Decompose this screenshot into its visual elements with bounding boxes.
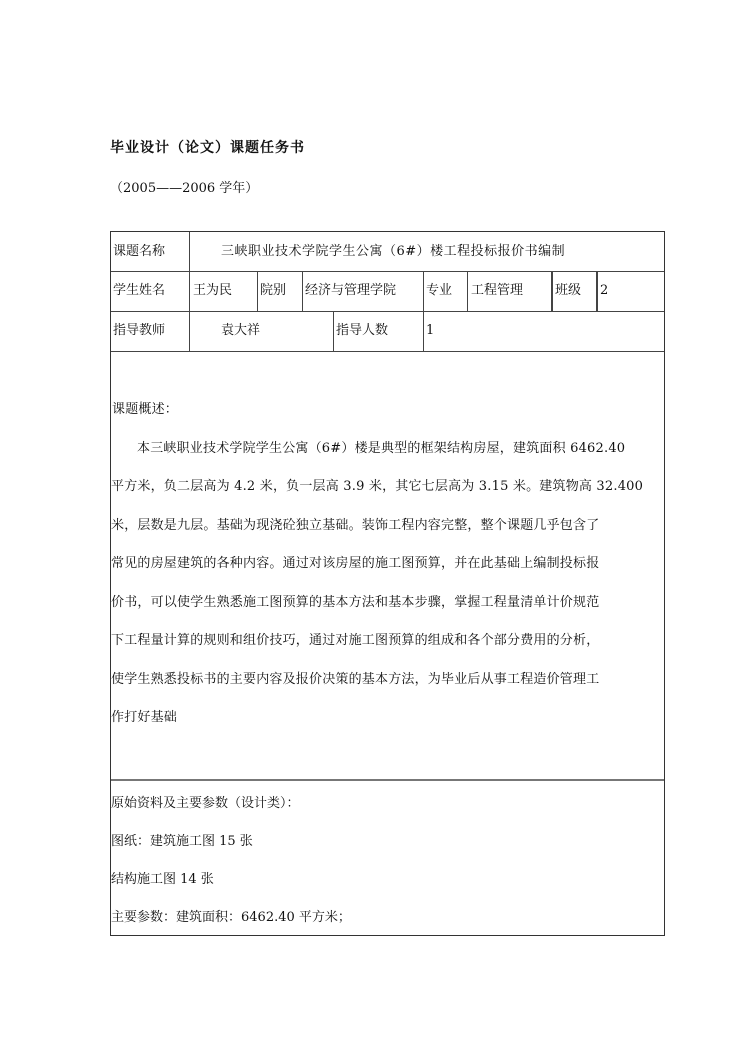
overview-line: 作打好基础 [111, 710, 178, 725]
major-value: 工程管理 [471, 283, 524, 298]
task-table [110, 231, 665, 936]
document-title: 毕业设计（论文）课题任务书 [110, 140, 305, 156]
advisor-label: 指导教师 [113, 323, 166, 338]
column-divider [596, 271, 598, 311]
materials-heading: 原始资料及主要参数（设计类）： [111, 796, 300, 811]
column-divider [189, 232, 190, 351]
overview-line: 下工程量计算的规则和组价技巧，通过对施工图预算的组成和各个部分费用的分析， [111, 633, 600, 648]
overview-line: 常见的房屋建筑的各种内容。通过对该房屋的施工图预算，并在此基础上编制投标报 [111, 556, 600, 571]
materials-line: 结构施工图 14 张 [111, 872, 214, 887]
materials-section [111, 785, 664, 937]
student-name-value: 王为民 [193, 283, 233, 298]
overview-line: 价书，可以使学生熟悉施工图预算的基本方法和基本步骤，掌握工程量清单计价规范 [111, 594, 600, 610]
college-value: 经济与管理学院 [305, 283, 397, 298]
overview-line: 使学生熟悉投标书的主要内容及报价决策的基本方法，为毕业后从事工程造价管理工 [111, 671, 600, 687]
overview-line: 本三峡职业技术学院学生公寓（6#）楼是典型的框架结构房屋，建筑面积 6462.40 [137, 440, 626, 456]
advisor-value: 袁大祥 [221, 323, 261, 338]
overview-heading: 课题概述： [112, 402, 179, 417]
section-divider [111, 779, 664, 781]
overview-line: 米，层数是九层。基础为现浇砼独立基础。装饰工程内容完整，整个课题几乎包含了 [111, 517, 600, 533]
student-name-label: 学生姓名 [113, 283, 166, 298]
column-divider [467, 271, 468, 311]
overview-line: 平方米，负二层高为 4.2 米，负一层高 3.9 米，其它七层高为 3.15 米。建筑物高 32.400 [111, 479, 644, 494]
topic-name-label: 课题名称 [113, 244, 166, 259]
column-divider [302, 271, 303, 311]
advisee-count-value: 1 [426, 323, 435, 338]
column-divider [333, 311, 334, 351]
materials-line: 主要参数：建筑面积：6462.40 平方米； [111, 910, 351, 925]
academic-year: （2005——2006 学年） [110, 181, 259, 196]
class-label: 班级 [555, 283, 582, 298]
topic-name-value: 三峡职业技术学院学生公寓（6#）楼工程投标报价书编制 [221, 244, 566, 259]
class-value: 2 [600, 283, 609, 298]
materials-line: 图纸：建筑施工图 15 张 [111, 834, 253, 849]
college-label: 院别 [260, 283, 287, 298]
overview-section [111, 391, 664, 738]
column-divider [551, 271, 553, 311]
column-divider [257, 271, 258, 311]
major-label: 专业 [426, 283, 453, 298]
column-divider [423, 271, 424, 311]
row-divider [111, 351, 664, 352]
column-divider [423, 311, 424, 351]
advisee-count-label: 指导人数 [336, 323, 389, 338]
